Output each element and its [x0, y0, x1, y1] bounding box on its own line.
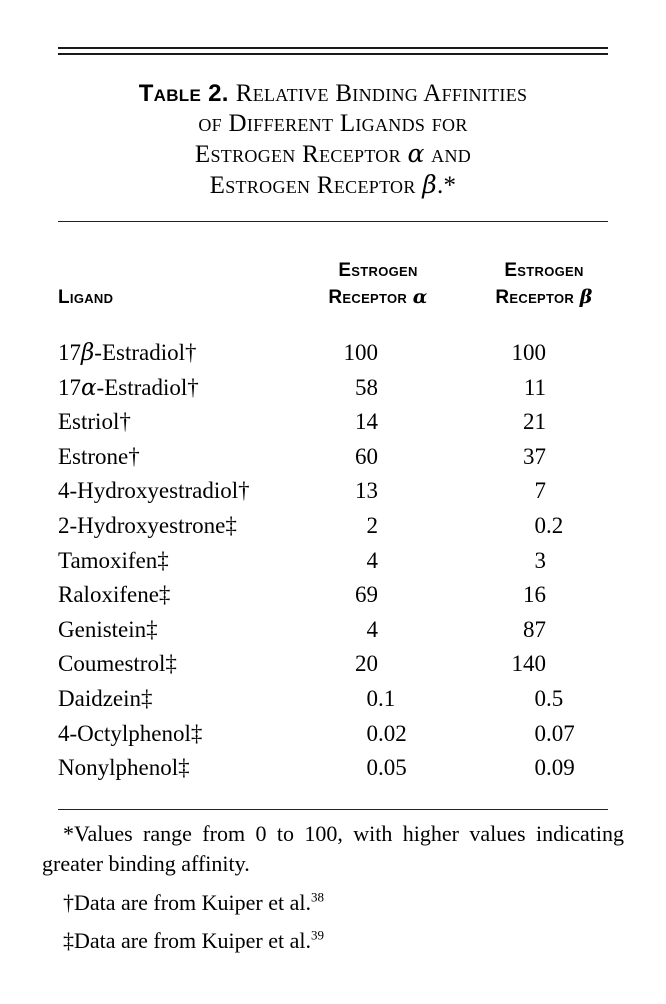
- footnote-asterisk: *Values range from 0 to 100, with higher values indicating greater binding affinity.: [42, 821, 624, 876]
- table-row: 17α-Estradiol† 58 11: [58, 371, 608, 406]
- column-header-er-beta: [495, 258, 592, 311]
- footnote-double-dagger-text: ‡Data are from Kuiper et al.: [63, 928, 311, 953]
- footnote-double-dagger-reference: 39: [311, 927, 324, 943]
- table-row: Genistein‡ 4 87: [58, 613, 608, 648]
- ligand-cell: 4-Octylphenol‡: [58, 720, 203, 746]
- footnote-double-dagger: [42, 926, 624, 956]
- column-header-er-alpha: [328, 258, 427, 311]
- ligand-cell: Daidzein‡: [58, 685, 153, 711]
- table-row: 4-Hydroxyestradiol† 13 7: [58, 474, 608, 509]
- ligand-cell: Estriol†: [58, 409, 131, 435]
- table-body: [58, 336, 608, 786]
- table-row: Coumestrol‡ 20 140: [58, 647, 608, 682]
- table-title: [58, 79, 608, 201]
- table-row: Raloxifene‡ 69 16: [58, 578, 608, 613]
- column-header-er-beta-line2: Receptor β: [495, 286, 593, 308]
- title-line-1-text: Relative Binding Affinities: [235, 80, 528, 107]
- ligand-cell: 2-Hydroxyestrone‡: [58, 512, 237, 538]
- ligand-cell: 17α-Estradiol†: [58, 374, 199, 401]
- top-double-rule: [58, 47, 608, 55]
- table-row: 4-Octylphenol‡ 0 .02 0 .07: [58, 717, 608, 752]
- ligand-cell: Nonylphenol‡: [58, 755, 190, 781]
- ligand-cell: Coumestrol‡: [58, 651, 177, 677]
- title-line-3: Estrogen Receptor α and: [194, 139, 472, 168]
- ligand-cell: Genistein‡: [58, 616, 158, 642]
- column-header-ligand: Ligand: [58, 287, 114, 308]
- title-line-4: Estrogen Receptor β.*: [209, 170, 457, 199]
- table-column-headers: [58, 258, 608, 312]
- title-line-2: of Different Ligands for: [198, 110, 468, 137]
- table-row: Estrone† 60 37: [58, 440, 608, 475]
- footnote-dagger-text: †Data are from Kuiper et al.: [63, 890, 311, 915]
- ligand-cell: Tamoxifen‡: [58, 547, 169, 573]
- table-row: Tamoxifen‡ 4 3: [58, 544, 608, 579]
- table-row: 2-Hydroxyestrone‡ 2 0 .2: [58, 509, 608, 544]
- column-header-er-alpha-line2: Receptor α: [328, 286, 428, 308]
- column-header-er-beta-line1: Estrogen: [504, 260, 584, 281]
- title-separator-rule: [58, 221, 608, 222]
- title-line-1: [58, 79, 608, 109]
- ligand-cell: Raloxifene‡: [58, 582, 171, 608]
- footnote-separator-rule: [58, 809, 608, 810]
- footnote-dagger-reference: 38: [311, 889, 324, 905]
- ligand-cell: 4-Hydroxyestradiol†: [58, 478, 250, 504]
- table-row: Nonylphenol‡ 0 .05 0 .09: [58, 751, 608, 786]
- column-header-er-alpha-line1: Estrogen: [338, 260, 418, 281]
- table-number-label: Table 2.: [138, 80, 229, 107]
- ligand-cell: 17β-Estradiol†: [58, 340, 197, 366]
- table-row: Estriol† 14 21: [58, 405, 608, 440]
- table-row: Daidzein‡ 0 .1 0 .5: [58, 682, 608, 717]
- table-row: 17β-Estradiol† 100 100: [58, 336, 608, 371]
- footnotes: [42, 819, 624, 956]
- footnote-dagger: [42, 888, 624, 918]
- ligand-cell: Estrone†: [58, 443, 140, 469]
